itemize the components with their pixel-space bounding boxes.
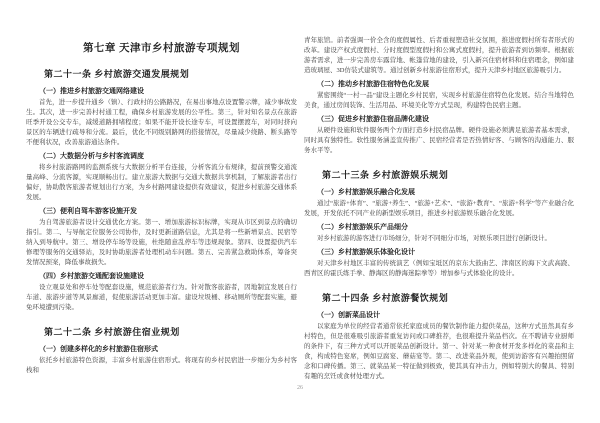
- clause-heading: （三）便利自驾车游客设施开发: [39, 207, 137, 215]
- section-heading: 第二十四条 乡村旅游餐饮规划: [322, 293, 449, 303]
- clause-heading: （一）乡村旅游娱乐融合化发展: [317, 188, 415, 196]
- paragraph: 设立观景处和停车处等配套设施，规范旅游者行为。针对散客旅游者，因地制宜发展自行车道、旅游步道等风景廊道，促使旅游活动更加丰富。建设垃圾桶、移动厕所等配套实施，避免环境遭到污染。: [26, 284, 297, 311]
- left-column-blocks: [26, 67, 297, 376]
- clause-heading: （三）促进乡村旅游住宿品牌化建设: [317, 115, 429, 123]
- clause-heading: （二）大数据分析与乡村客流调度: [39, 152, 144, 160]
- clause-heading: （一）创建多样化的乡村旅游住宿形式: [39, 345, 158, 353]
- paragraph: 首先，进一步提升通乡（镇）、行政村的公路路况，在易出事地点设置警示牌，减少事故发生。其次，进一步完善村村通工程，确保乡村旅游发展的公平性。第三，针对知名景点在旅游旺季开设公交专车，减缓道路拥堵程度；如果不能开设长途专车，可设置摆渡车，对同时挤向景区的车辆进行疏导和分流。最后，优化不同级别路网的搭接情况，尽量减少绕路、断头路等不便利状况，改善旅游通达条件。: [26, 99, 297, 146]
- clause-heading: （一）创新菜品设计: [317, 311, 380, 319]
- paragraph: 为自驾游旅游者设计交通优化方案。第一、增加旅游标识标牌，实现从市区到景点的确切指引。第二、与导航定位服务公司协作，及时更新道路信息，尤其是将一些新增景点、民宿等纳入到导航中。第三、增设停车场等设施，杜绝随意乱停车等违规现象。第四、设置提供汽车修理等服务的交通驿站，及时协助旅游者处理机动车问题。第五、完善紧急救助体系，筹备突发情况预案，降低事故损失。: [26, 219, 297, 266]
- section-heading: 第二十二条 乡村旅游住宿业规划: [44, 327, 180, 337]
- paragraph: 通过“旅游+体育”、“旅游+养生”、“旅游+艺术”、“旅游+教育”、“旅游+科学”等产业融合化发展，开发依托不同产业的新型娱乐项目，推进乡村旅游娱乐融合化发展。: [304, 200, 574, 217]
- clause-heading: （三）乡村旅游娱乐体验化设计: [317, 248, 415, 256]
- right-column: [304, 36, 574, 384]
- clause-heading: （四）乡村旅游交通配套设施建设: [39, 272, 144, 280]
- clause-heading: （二）乡村旅游娱乐产品细分: [317, 223, 408, 231]
- left-column: [26, 36, 297, 378]
- clause-heading: （一）推进乡村旅游交通网络建设: [39, 87, 144, 95]
- paragraph: 紧密围绕“一村一品”建设主题化乡村民宿，实现乡村旅游住宿特色化发展。结合当地特色美食，通过房间装饰、生活用品、环境美化等方式呈现，构建特色民宿主题。: [304, 92, 574, 109]
- paragraph-continued: 青年旅馆。前者强调一价全含的度假属性、后者重视塑造社交氛围，推进度假村所有者形式的改革。建设产权式度假村、分时度假型度假村和公寓式度假村，提升旅游者到访频率。根据旅游者需求，进一步完善房车露营地、帐篷营地的建设，引入新兴住宿材料和住宿理念，例如建造玻璃屋、3D仿装式建筑等。通过创新乡村旅游住宿形式，提升天津乡村地区旅游吸引力。: [304, 37, 574, 74]
- page-number: 26: [297, 385, 303, 391]
- paragraph: 以家庭为单位的经营者通常依托家庭成员的餐饮制作能力提供菜品，这种方式虽然具有乡村特色，但是很难吸引旅游者重复访问或口碑推荐，也很难提升菜品档次。在不聘请专业厨师的条件下，有三种方式可以开展菜品创新设计。第一、针对某一种食材开发多样化的菜品和主食，构成特色宴席，例如豆腐宴、蘑菇宴等。第二、改进菜品外观，使到访游客有兴趣拍照留念和口碑传播。第三、就菜品某一特征做到极致，使其具有冲击力，例如特别大的餐具、特别有趣的烹饪或食材处理方式。: [304, 323, 574, 380]
- section-heading: 第二十三条 乡村旅游娱乐规划: [322, 170, 449, 180]
- paragraph: 对天津乡村地区丰富的传统演艺（例如宝坻区的京东大鼓曲艺、津南区的海下文武高跷、西青区的霍氏练手拳、静海区的静海迷踪拳等）增加参与式体验化的设计。: [304, 260, 574, 277]
- clause-heading: （二）推动乡村旅游住宿特色化发展: [317, 80, 429, 88]
- paragraph: 从硬件设施和软件服务两个方面打造乡村民宿品牌。硬件设施必须满足旅游者基本需求，同时具有独特性。软性服务涵盖宣传推广、民宿经营者是否热情好客、与顾客的沟通能力、服务水平等。: [304, 127, 574, 154]
- paragraph: 依托乡村旅游特色资源，丰富乡村旅游住宿形式。将现有的乡村民宿进一步细分为乡村客栈和: [26, 357, 297, 374]
- paragraph: 将乡村旅游路网的监测系统与大数据分析平台连接，分析客流分布规律，提前预警交通流量高峰、分流客源，实现顺畅出行。建立旅游大数据与交通大数据共享机制，了解旅游者出行偏好，协助散客旅游者规划出行方案，为乡村路网建设提供有效建议，促进乡村旅游交通体系发展。: [26, 164, 297, 201]
- chapter-title: 第七章 天津市乡村旅游专项规划: [82, 43, 241, 54]
- section-heading: 第二十一条 乡村旅游交通发展规划: [44, 69, 190, 79]
- right-column-blocks: [304, 36, 574, 382]
- paragraph: 对乡村旅游的游客进行市场细分，针对不同细分市场，对娱乐项目进行创新设计。: [317, 235, 551, 242]
